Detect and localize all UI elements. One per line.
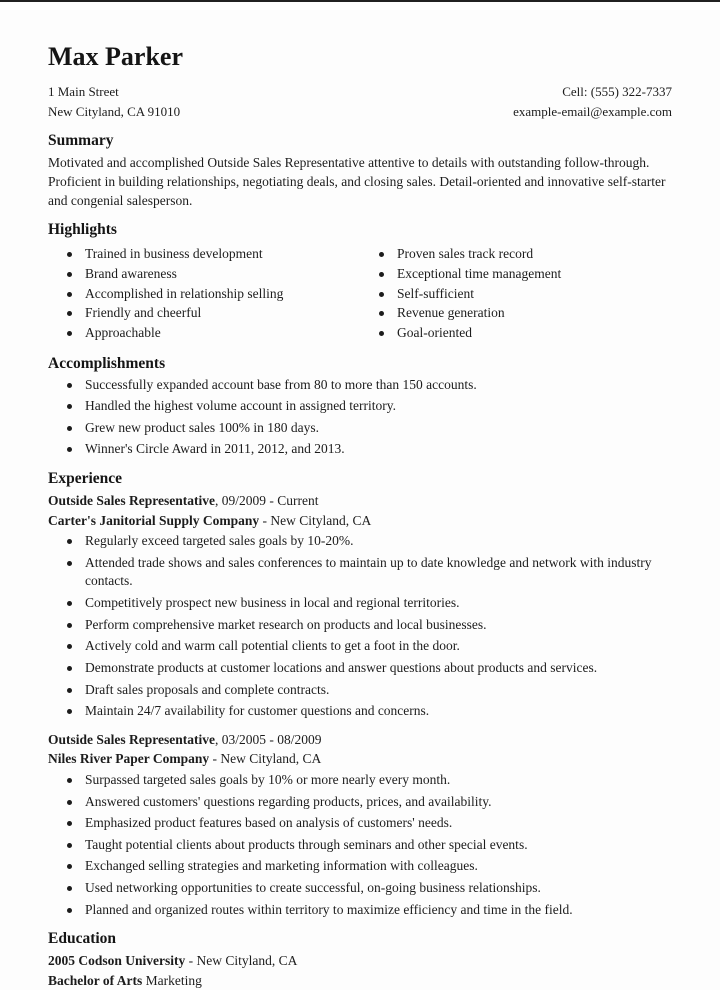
accomplishment-item: Handled the highest volume account in assigned territory.: [48, 397, 672, 416]
education-section: [48, 930, 672, 990]
job-company-line: [48, 511, 672, 531]
highlight-item: Self-sufficient: [360, 285, 672, 304]
page-title: Max Parker: [48, 42, 184, 71]
job-bullet: Perform comprehensive market research on products and local businesses.: [48, 616, 672, 635]
highlights-columns: [48, 242, 672, 343]
highlight-item: Accomplished in relationship selling: [48, 285, 360, 304]
company-location: - New Cityland, CA: [209, 751, 322, 767]
job-bullet: Actively cold and warm call potential clients to get a foot in the door.: [48, 637, 672, 656]
highlight-item: Proven sales track record: [360, 245, 672, 264]
job-bullet: Surpassed targeted sales goals by 10% or more nearly every month.: [48, 771, 672, 790]
job-bullet: Exchanged selling strategies and marketing information with colleagues.: [48, 857, 672, 876]
summary-heading: Summary: [48, 132, 114, 149]
school-location: - New Cityland, CA: [185, 953, 298, 969]
address-block: [48, 82, 180, 121]
degree-major: Marketing: [142, 972, 202, 988]
job-title: Outside Sales Representative: [48, 731, 215, 747]
job-bullet: Attended trade shows and sales conferences to maintain up to date knowledge and network with industry contacts.: [48, 554, 672, 591]
education-school-line: [48, 951, 672, 971]
highlight-item: Exceptional time management: [360, 265, 672, 284]
experience-heading: Experience: [48, 470, 123, 488]
job-title-line: [48, 491, 672, 511]
contact-block: [513, 82, 672, 121]
accomplishment-item: Successfully expanded account base from 80 to more than 150 accounts.: [48, 376, 672, 395]
company-location: - New Cityland, CA: [259, 512, 372, 528]
job-bullet: Demonstrate products at customer locations and answer questions about products and services.: [48, 659, 672, 678]
education-heading: Education: [48, 930, 117, 948]
summary-section: [48, 132, 672, 210]
contact-cell: Cell: (555) 322-7337: [562, 84, 672, 99]
resume-header: [48, 42, 672, 121]
job-bullet: Competitively prospect new business in local and regional territories.: [48, 594, 672, 613]
experience-section: [48, 470, 672, 919]
education-degree-line: [48, 971, 672, 990]
job-dates: , 03/2005 - 08/2009: [215, 731, 322, 747]
job-company-line: [48, 749, 672, 769]
highlights-right-list: [360, 245, 672, 343]
school-name: 2005 Codson University: [48, 953, 186, 969]
summary-text: Motivated and accomplished Outside Sales Representative attentive to details with outstanding follow-through. Proficient in building relationships, negotiating deals, and closing sales. Detail-oriented and innovative self-starter and congenial salesperson.: [48, 155, 666, 209]
degree: Bachelor of Arts: [48, 972, 143, 988]
accomplishment-item: Winner's Circle Award in 2011, 2012, and 2013.: [48, 440, 672, 459]
accomplishments-heading: Accomplishments: [48, 354, 166, 372]
job-entry: [48, 491, 672, 721]
job-entry: [48, 730, 672, 920]
highlight-item: Goal-oriented: [360, 324, 672, 343]
company-name: Carter's Janitorial Supply Company: [48, 512, 260, 528]
accomplishments-list: [48, 376, 672, 460]
job-dates: , 09/2009 - Current: [215, 493, 319, 509]
resume-page: [0, 2, 720, 990]
address-line-1: 1 Main Street: [48, 84, 119, 99]
address-line-2: New Cityland, CA 91010: [48, 103, 181, 119]
job-bullet: Emphasized product features based on analysis of customers' needs.: [48, 814, 672, 833]
accomplishments-section: [48, 355, 672, 460]
highlight-item: Trained in business development: [48, 245, 360, 264]
job-bullet: Maintain 24/7 availability for customer questions and concerns.: [48, 702, 672, 721]
job-bullet: Regularly exceed targeted sales goals by 10-20%.: [48, 532, 672, 551]
job-bullet-list: [48, 532, 672, 721]
job-title: Outside Sales Representative: [48, 493, 215, 509]
highlights-heading: Highlights: [48, 221, 117, 239]
highlight-item: Friendly and cheerful: [48, 304, 360, 323]
contact-email: example-email@example.com: [513, 103, 672, 119]
job-title-line: [48, 730, 672, 750]
highlight-item: Brand awareness: [48, 265, 360, 284]
job-bullet-list: [48, 771, 672, 919]
job-bullet: Planned and organized routes within territory to maximize efficiency and time in the field.: [48, 901, 672, 920]
highlights-left-list: [48, 245, 360, 343]
job-bullet: Used networking opportunities to create successful, on-going business relationships.: [48, 879, 672, 898]
highlight-item: Revenue generation: [360, 304, 672, 323]
accomplishment-item: Grew new product sales 100% in 180 days.: [48, 419, 672, 438]
highlights-section: [48, 221, 672, 343]
highlight-item: Approachable: [48, 324, 360, 343]
company-name: Niles River Paper Company: [48, 751, 210, 767]
job-bullet: Answered customers' questions regarding products, prices, and availability.: [48, 793, 672, 812]
contact-row: [48, 82, 672, 121]
job-bullet: Draft sales proposals and complete contracts.: [48, 681, 672, 700]
job-bullet: Taught potential clients about products through seminars and other special events.: [48, 836, 672, 855]
